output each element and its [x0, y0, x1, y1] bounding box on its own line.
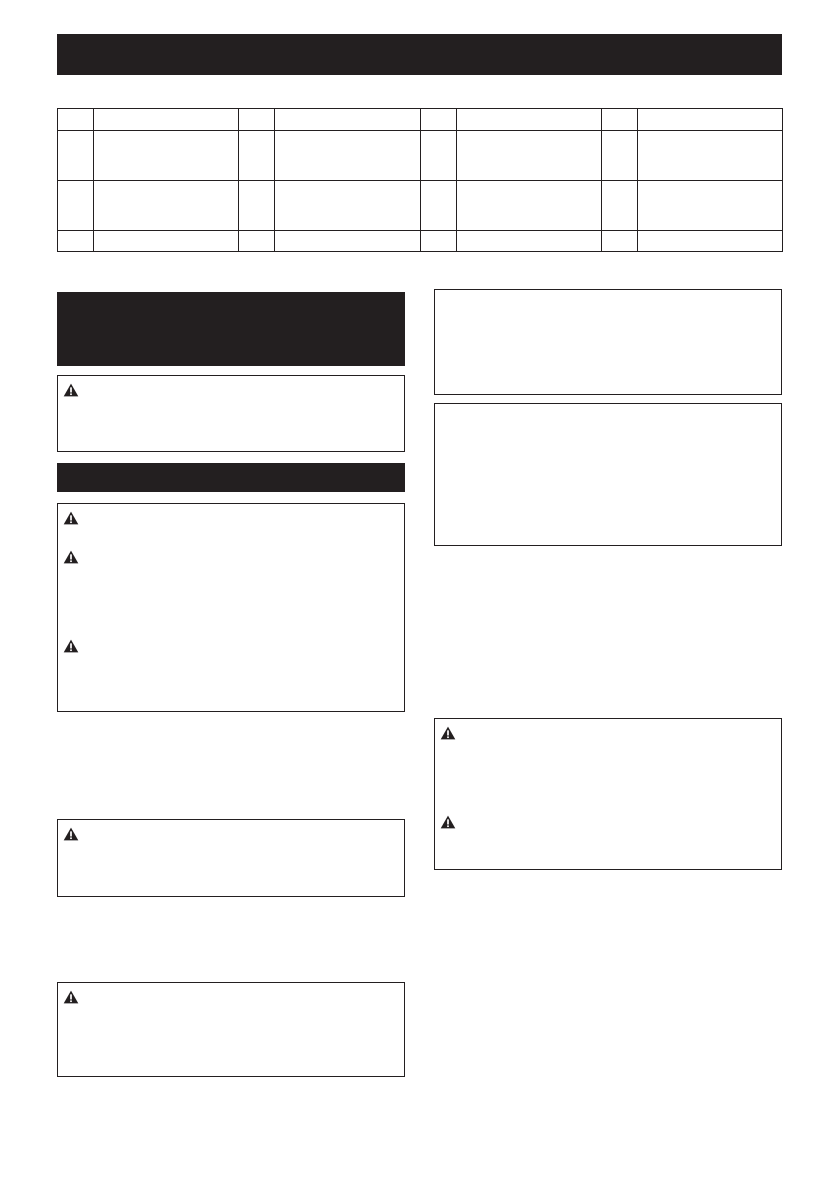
warning-triangle-icon — [63, 550, 79, 564]
table-cell — [94, 131, 239, 181]
table-cell — [601, 181, 637, 231]
table-row — [58, 231, 783, 252]
table-cell — [239, 109, 275, 131]
warning-box — [57, 819, 405, 897]
warning-box — [57, 982, 405, 1077]
table-cell — [601, 131, 637, 181]
table-cell — [94, 231, 239, 252]
parts-table — [57, 108, 783, 252]
table-row — [58, 131, 783, 181]
table-cell — [239, 231, 275, 252]
table-cell — [275, 231, 420, 252]
table-cell — [637, 109, 782, 131]
table-cell — [420, 181, 456, 231]
table-cell — [94, 181, 239, 231]
table-cell — [456, 231, 601, 252]
table-cell — [420, 109, 456, 131]
table-cell — [58, 109, 94, 131]
table-row — [58, 181, 783, 231]
table-cell — [58, 181, 94, 231]
note-box — [434, 403, 782, 546]
table-cell — [275, 131, 420, 181]
note-box — [434, 289, 782, 395]
table-cell — [456, 181, 601, 231]
table-cell — [420, 231, 456, 252]
table-cell — [275, 109, 420, 131]
table-cell — [239, 181, 275, 231]
table-cell — [637, 131, 782, 181]
warning-triangle-icon — [63, 990, 79, 1004]
table-cell — [601, 109, 637, 131]
warning-triangle-icon — [63, 383, 79, 397]
table-row — [58, 109, 783, 131]
table-cell — [58, 231, 94, 252]
warning-box — [434, 718, 782, 870]
warning-triangle-icon — [440, 726, 456, 740]
table-cell — [275, 181, 420, 231]
section-title-bar — [57, 292, 405, 366]
warning-triangle-icon — [63, 511, 79, 525]
table-cell — [601, 231, 637, 252]
table-cell — [94, 109, 239, 131]
warning-box — [57, 503, 405, 712]
table-cell — [637, 181, 782, 231]
table-cell — [420, 131, 456, 181]
table-cell — [58, 131, 94, 181]
warning-triangle-icon — [63, 827, 79, 841]
warning-triangle-icon — [440, 815, 456, 829]
table-cell — [637, 231, 782, 252]
subsection-title-bar — [57, 463, 405, 492]
warning-triangle-icon — [63, 639, 79, 653]
table-cell — [239, 131, 275, 181]
header-bar — [57, 34, 782, 75]
table-cell — [456, 131, 601, 181]
warning-box — [57, 375, 405, 452]
table-cell — [456, 109, 601, 131]
